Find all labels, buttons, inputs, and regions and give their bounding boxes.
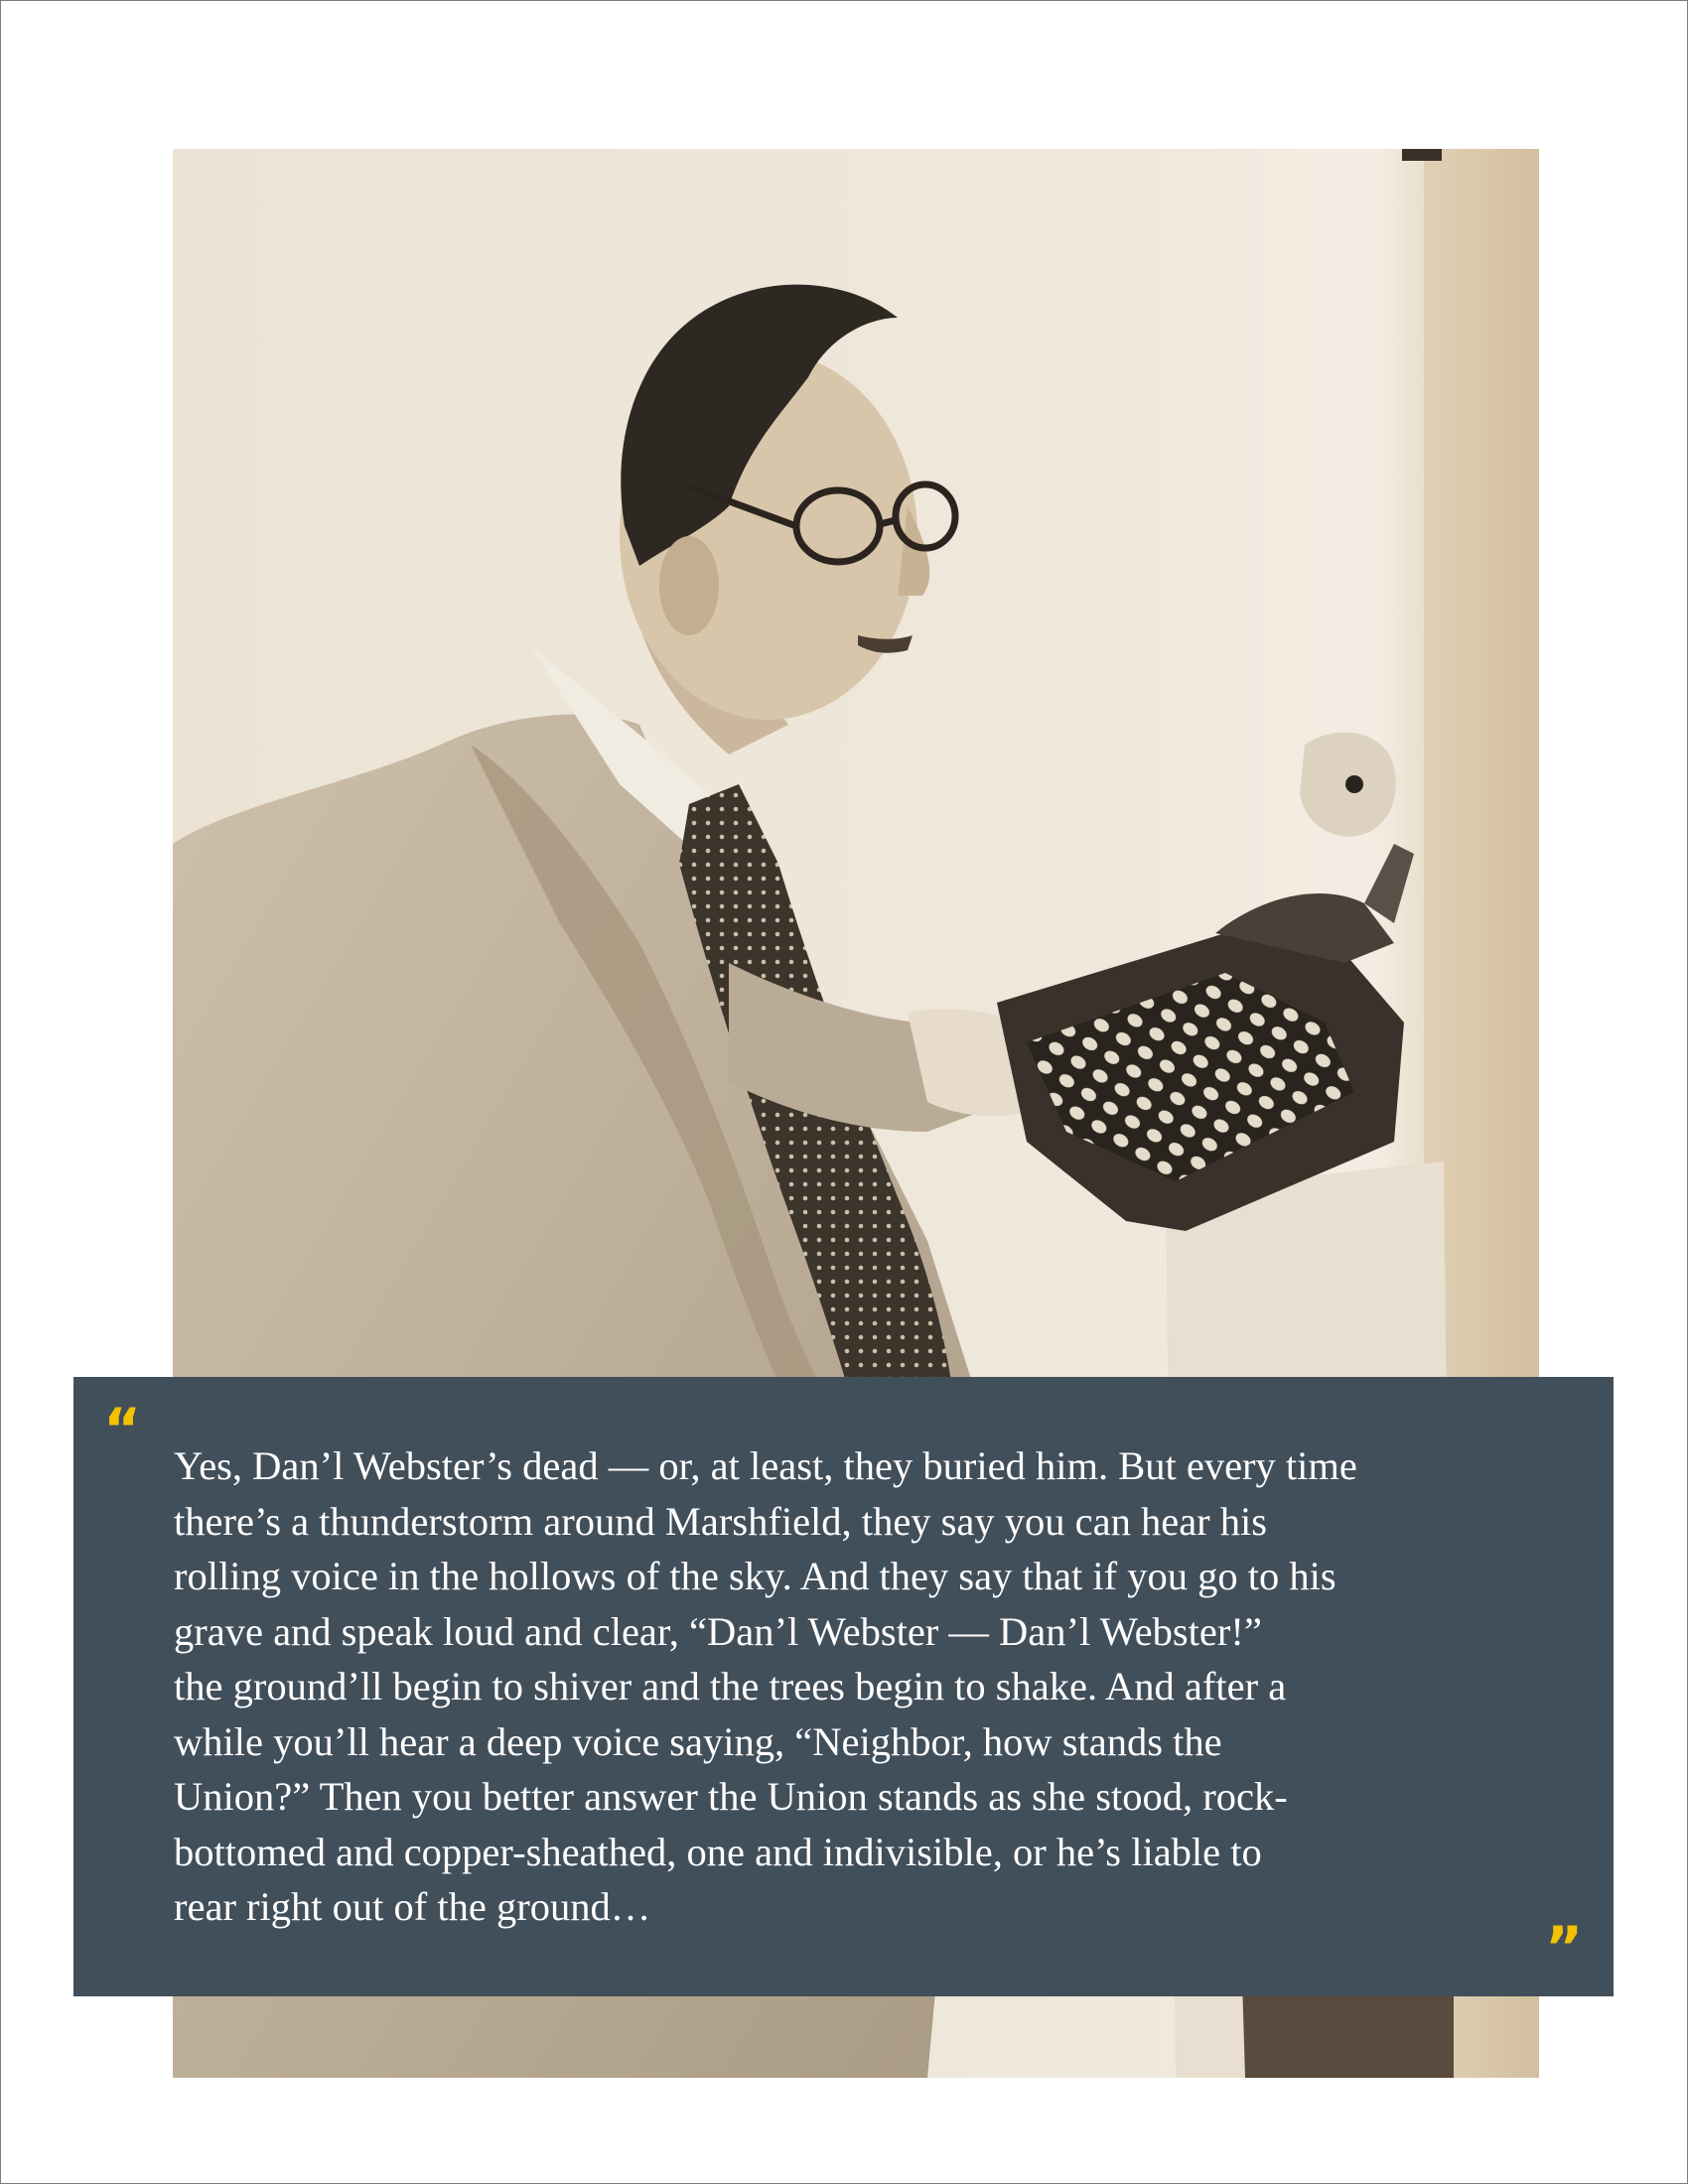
quote-line: grave and speak loud and clear, “Dan’l Webster — Dan’l Webster!”	[174, 1608, 1262, 1654]
quote-text	[174, 1438, 1589, 1935]
quote-line: rolling voice in the hollows of the sky. And they say that if you go to his	[174, 1554, 1336, 1598]
paper-weight	[1300, 733, 1396, 837]
quote-line: bottomed and copper-sheathed, one and indivisible, or he’s liable to	[174, 1829, 1262, 1874]
quote-line: there’s a thunderstorm around Marshfield, they say you can hear his	[174, 1498, 1268, 1544]
quote-line: the ground’ll begin to shiver and the trees begin to shake. And after a	[174, 1664, 1287, 1708]
quote-line: Union?” Then you better answer the Union stands as she stood, rock-	[174, 1774, 1288, 1819]
ear	[659, 536, 719, 635]
photo-corner-shadow	[1402, 149, 1442, 161]
quote-line: Yes, Dan’l Webster’s dead — or, at least, they buried him. But every time	[174, 1443, 1357, 1488]
quote-line: while you’ll hear a deep voice saying, “Neighbor, how stands the	[174, 1718, 1222, 1764]
quote-line: rear right out of the ground…	[174, 1884, 651, 1929]
close-quote-mark: ”	[1545, 1914, 1578, 1981]
open-quote-mark: “	[103, 1396, 136, 1463]
quote-box	[73, 1377, 1614, 1996]
